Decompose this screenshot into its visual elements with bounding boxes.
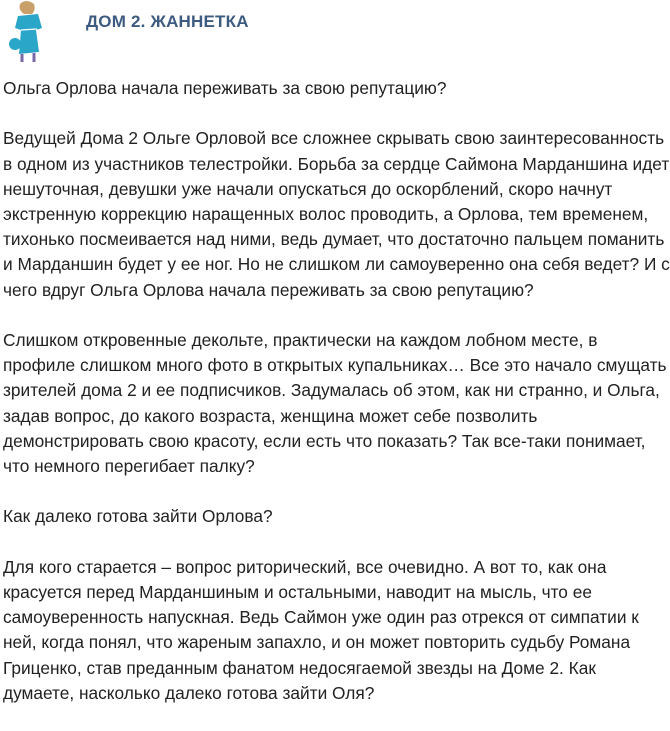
- text-line: красуется перед Марданшиным и остальными, наводит на мысль, что ее: [3, 582, 592, 602]
- text-line: нешуточная, девушки уже начали опускаться до оскорблений, скоро начнут: [3, 178, 613, 199]
- article-subheading: [3, 504, 668, 529]
- text-line: демонстрировать свою красоту, если есть что показать? Так все-таки понимает,: [3, 430, 646, 451]
- text-line: думаете, насколько далеко готова зайти Оля?: [3, 682, 375, 703]
- text-line: самоуверенность напускная. Ведь Саймон уже один раз отрекся от симпатии к: [3, 607, 639, 628]
- article-paragraph: [3, 126, 668, 302]
- article-paragraph: [3, 555, 668, 706]
- text-line: Гриценко, став преданным фанатом недосягаемой звезды на Доме 2. Как: [3, 657, 596, 678]
- text-line: Слишком откровенные декольте, практически на каждом лобном месте, в: [3, 330, 598, 350]
- text-line: Ведущей Дома 2 Ольге Орловой все сложнее скрывать свою заинтересованность: [3, 128, 665, 149]
- article-paragraph: [3, 328, 668, 479]
- article-body: [3, 76, 668, 731]
- text-line: Как далеко готова зайти Орлова?: [3, 506, 273, 527]
- text-line: и Марданшин будет у ее ног. Но не слишком ли самоуверенно она себя ведет? И с: [3, 254, 670, 275]
- girl-in-blue-dress-logo: [6, 0, 50, 64]
- text-line: зрителей дома 2 и ее подписчиков. Задумалась об этом, как ни странно, и Ольга,: [3, 380, 660, 401]
- text-line: чего вдруг Ольга Орлова начала переживать за свою репутацию?: [3, 279, 534, 300]
- article-lead: [3, 76, 668, 101]
- text-line: экстренную коррекцию наращенных волос проводить, а Орлова, тем временем,: [3, 204, 649, 224]
- text-line: в одном из участников телестройки. Борьба за сердце Саймона Марданшина идет: [3, 153, 670, 174]
- text-line: задав вопрос, до какого возраста, женщина может себе позволить: [3, 405, 538, 426]
- text-line: что немного перегибает палку?: [3, 456, 255, 477]
- text-line: Для кого старается – вопрос риторический, все очевидно. А вот то, как она: [3, 556, 607, 577]
- text-line: тихонько посмеивается над ними, ведь думает, что достаточно пальцем поманить: [3, 229, 665, 250]
- text-line: ней, когда понял, что жареным запахло, и он может повторить судьбу Романа: [3, 632, 631, 653]
- text-line: профиле слишком много фото в открытых купальниках… Все это начало смущать: [3, 355, 667, 376]
- site-title[interactable]: ДОМ 2. ЖАННЕТКА: [86, 12, 249, 31]
- header: [0, 0, 670, 64]
- text-line: Ольга Орлова начала переживать за свою репутацию?: [3, 78, 447, 98]
